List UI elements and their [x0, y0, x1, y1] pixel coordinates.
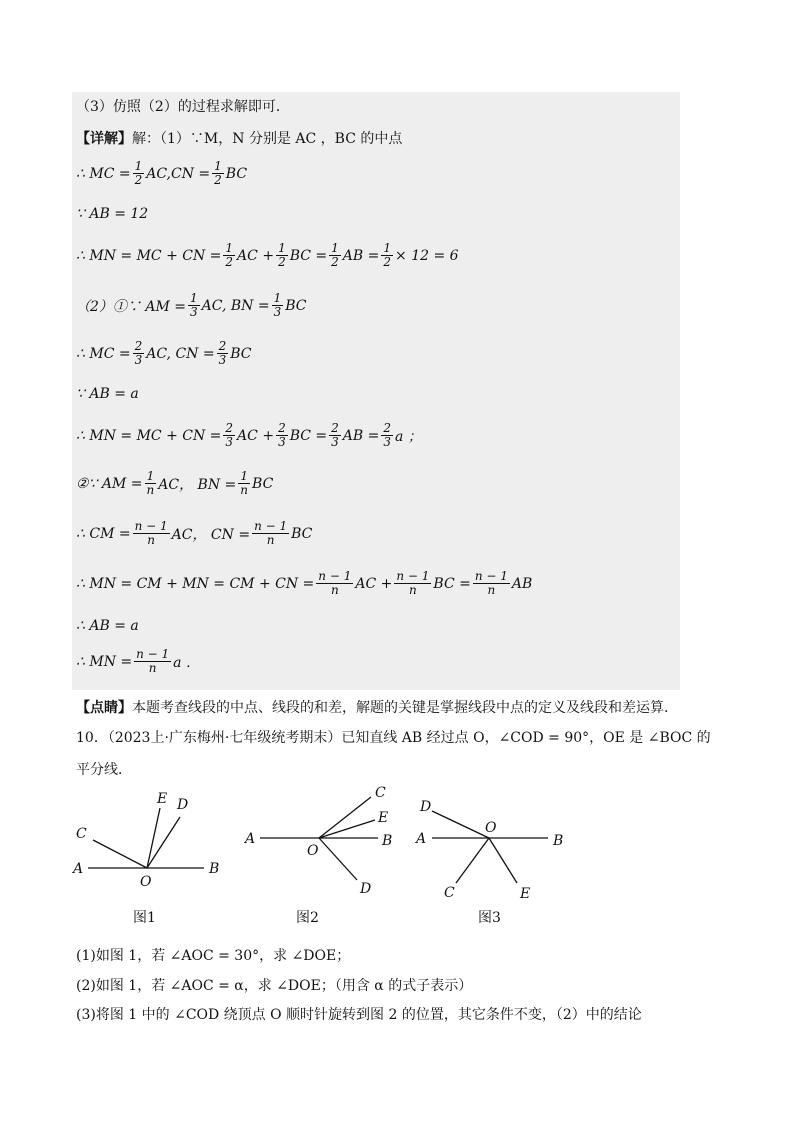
question-3: (3)将图 1 中的 ∠COD 绕顶点 O 顺时针旋转到图 2 的位置，其它条件不变，（2）中的结论: [76, 1007, 642, 1023]
fig3-label-B: B: [553, 833, 564, 849]
fig1-label-A: A: [73, 861, 84, 877]
fig3-label-O: O: [485, 820, 497, 836]
problem-statement-line1: 10．（2023上·广东梅州·七年级统考期末）已知直线 AB 经过点 O，∠COD = 90°，OE 是 ∠BOC 的: [76, 730, 711, 746]
equation-8: ②∵ AM = $\frac{1}{n}$ AC， BN = $\frac{1}{n}$ BC: [76, 469, 274, 497]
equation-11: ∴ AB = a: [76, 618, 139, 634]
equation-5: ∴ MC = $\frac{2}{3}$ AC, CN = $\frac{2}{3}$ BC: [76, 339, 252, 367]
detail-line: 【详解】 解：（1）∵M，N 分别是 AC ，BC 的中点: [76, 131, 403, 147]
equation-9: ∴ CM = $\frac{n - 1}{n}$ AC， CN = $\frac{n - 1}{n}$ BC: [76, 519, 313, 547]
fig1-label-E: E: [157, 791, 168, 807]
fig2-ray-OD: [319, 838, 357, 880]
fig3-label-A: A: [416, 831, 427, 847]
fig1-label-C: C: [76, 826, 87, 842]
equation-6: ∵ AB = a: [76, 386, 139, 402]
equation-1: ∴ MC = $\frac{1}{2}$ AC,CN = $\frac{1}{2}$ BC: [76, 159, 248, 187]
fig3-ray-OC: [456, 838, 489, 883]
fig2-label-B: B: [382, 833, 393, 849]
fig2-label-O: O: [307, 843, 319, 859]
comment-line: 【点睛】 本题考查线段的中点、线段的和差，解题的关键是掌握线段中点的定义及线段和差运算．: [76, 700, 678, 716]
fig1-label-O: O: [140, 874, 152, 890]
fig3-label-D: D: [420, 799, 432, 815]
fig1-label-B: B: [209, 861, 220, 877]
geometry-figures: [60, 785, 600, 935]
fig3-ray-OD: [432, 811, 489, 838]
fig2-caption: 图2: [296, 910, 319, 926]
equation-3: ∴ MN = MC + CN = $\frac{1}{2}$ AC + $\frac{1}{2}$ BC = $\frac{1}{2}$ AB = $\frac{1}{2}$ × 12 = 6: [76, 241, 459, 269]
equation-10: ∴ MN = CM + MN = CM + CN = $\frac{n - 1}{n}$ AC + $\frac{n - 1}{n}$ BC = $\frac{n - 1}{n}$ AB: [76, 569, 533, 597]
fig1-ray-OC: [93, 840, 147, 868]
fig2-label-E: E: [378, 810, 389, 826]
equation-2: ∵ AB = 12: [76, 206, 149, 222]
fig2-ray-OE: [319, 820, 375, 838]
fig2-label-C: C: [375, 785, 386, 801]
fig2-label-A: A: [245, 831, 256, 847]
equation-4: （2）①∵ AM = $\frac{1}{3}$ AC, BN = $\frac{1}{3}$ BC: [76, 291, 307, 319]
question-2: (2)如图 1，若 ∠AOC = α，求 ∠DOE；（用含 α 的式子表示）: [76, 978, 473, 994]
equation-7: ∴ MN = MC + CN = $\frac{2}{3}$ AC + $\frac{2}{3}$ BC = $\frac{2}{3}$ AB = $\frac{2}{3}$ a ；: [76, 421, 422, 449]
fig1-label-D: D: [177, 797, 189, 813]
fig3-label-E: E: [520, 886, 531, 902]
fig3-label-C: C: [444, 885, 455, 901]
fig1-caption: 图1: [133, 910, 156, 926]
problem-statement-line2: 平分线．: [76, 762, 132, 778]
question-1: (1)如图 1，若 ∠AOC = 30°，求 ∠DOE；: [76, 948, 351, 964]
step3-hint: （3）仿照（2）的过程求解即可．: [76, 99, 290, 115]
fig3-caption: 图3: [478, 910, 501, 926]
fig2-label-D: D: [360, 881, 372, 897]
fig2-ray-OC: [319, 797, 371, 838]
fig3-ray-OE: [489, 838, 517, 883]
equation-12: ∴ MN = $\frac{n - 1}{n}$ a ．: [76, 647, 200, 675]
